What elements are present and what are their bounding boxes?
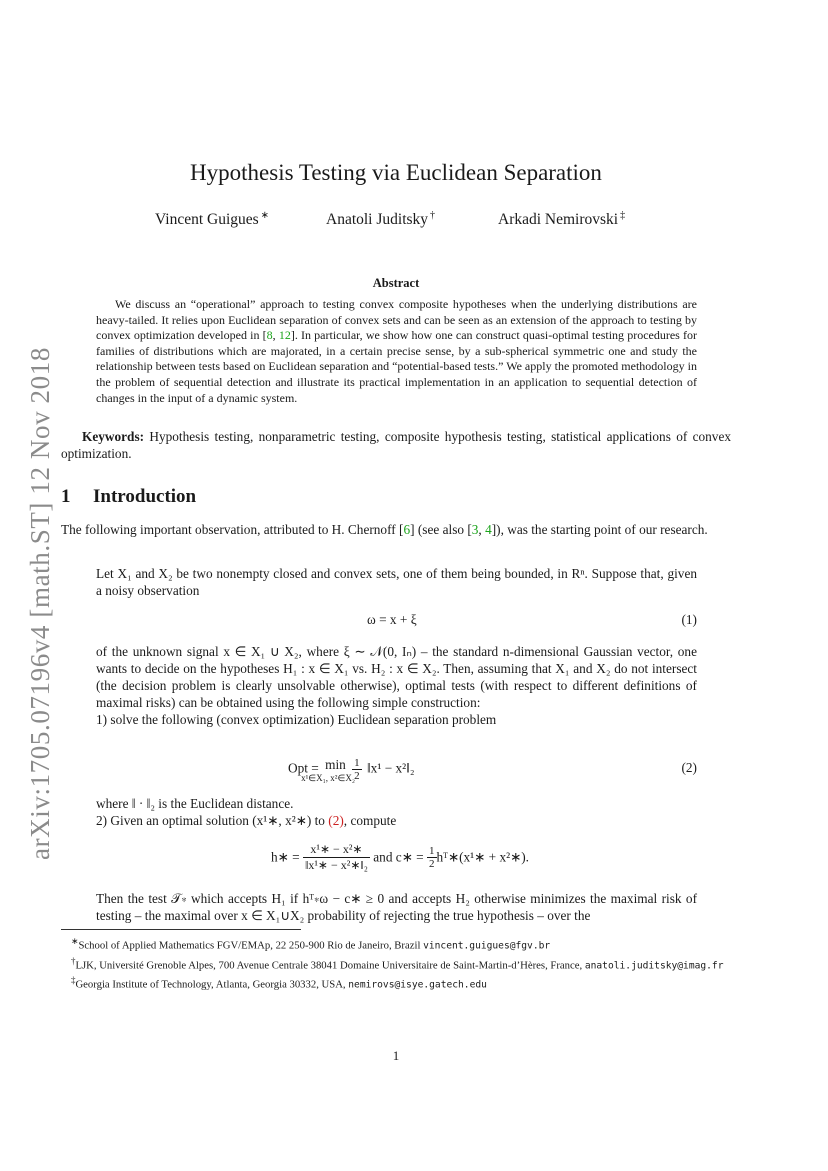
section-number: 1 xyxy=(61,486,71,507)
equation-lhs: Opt = xyxy=(288,760,319,776)
author-name: Anatoli Juditsky xyxy=(326,211,429,229)
abstract-part: ]. In particular, we show how one can construct quasi-optimal testing procedures for families of distributions which are majorated, in a certain precise sense, by a sub-spherical symmetric one and study the relationship between tests based on Euclidean separation and “potential-based tests.” We apply the promoted methodology in the problem of sequential detection and illustrate its practical implementation in an application to sequential detection of changes in the input of a dynamic system. xyxy=(96,328,698,405)
paragraph xyxy=(96,643,697,728)
email-address[interactable]: anatoli.juditsky@imag.fr xyxy=(584,960,724,972)
text-run: The following important observation, attributed to H. Chernoff [ xyxy=(61,522,404,537)
abstract-part: We discuss an “operational” approach to testing convex composite hypotheses when the underlying distributions are heavy-tailed. It relies upon Euclidean separation of convex sets and can be seen as an extension of the approach to testing by convex optimization developed in [ xyxy=(96,297,697,343)
step-1: 1) solve the following (convex optimization) Euclidean separation problem xyxy=(96,712,497,727)
text-run: where ‖ · ‖₂ is the Euclidean distance. xyxy=(96,796,294,811)
equation-2-number: (2) xyxy=(681,760,697,775)
author-list xyxy=(150,210,650,232)
footnotes xyxy=(61,934,733,993)
footnote xyxy=(61,973,733,993)
abstract-heading: Abstract xyxy=(372,276,420,290)
author-mark: ∗ xyxy=(260,210,270,221)
footnote-rule xyxy=(61,929,301,930)
citation-link[interactable]: 12 xyxy=(278,328,291,343)
equation-1-number: (1) xyxy=(681,612,697,627)
citation-link[interactable]: 8 xyxy=(266,328,273,343)
equation-rhs: ‖x¹ − x²‖₂ xyxy=(366,760,415,776)
direction-fraction xyxy=(303,842,370,873)
footnote-text: School of Applied Mathematics FGV/EMAp, 22 250-900 Rio de Janeiro, Brazil xyxy=(78,939,424,952)
equation-mid: and c∗ = xyxy=(373,849,424,865)
paragraph xyxy=(96,795,697,829)
min-subscript: x¹∈X₁, x²∈X₂ xyxy=(301,773,355,783)
email-address[interactable]: nemirovs@isye.gatech.edu xyxy=(348,979,487,991)
author-name: Arkadi Nemirovski xyxy=(498,211,619,229)
author-2 xyxy=(326,210,435,229)
step-2: 2) Given an optimal solution (x¹∗, x²∗) to xyxy=(96,813,329,828)
equation-1: ω = x + ξ xyxy=(367,612,417,627)
equation-lhs: h∗ = xyxy=(271,849,300,865)
text-run: , compute xyxy=(343,813,397,828)
author-name: Vincent Guigues xyxy=(155,211,259,229)
text-run: ] (see also [ xyxy=(410,522,472,537)
arxiv-watermark: arXiv:1705.07196v4 [math.ST] 12 Nov 2018 xyxy=(25,347,55,860)
keywords xyxy=(61,428,731,462)
footnote xyxy=(61,934,733,954)
citation-link[interactable]: 6 xyxy=(403,522,411,537)
equation-rhs: hᵀ∗(x¹∗ + x²∗). xyxy=(436,849,529,865)
abstract-text xyxy=(96,297,697,406)
fraction-denominator: ‖x¹∗ − x²∗‖₂ xyxy=(304,858,368,872)
author-mark: ‡ xyxy=(620,210,626,221)
footnote-mark: † xyxy=(71,955,76,966)
paragraph xyxy=(61,521,731,538)
equation-3 xyxy=(271,842,529,873)
fraction-numerator: x¹∗ − x²∗ xyxy=(303,842,370,858)
text-run: ]), was the starting point of our research. xyxy=(491,522,708,537)
footnote-text: Georgia Institute of Technology, Atlanta, Georgia 30332, USA, xyxy=(75,978,349,991)
text-run: of the unknown signal x ∈ X₁ ∪ X₂, where ξ ∼ 𝒩(0, Iₙ) – the standard n-dimensional Gaussian vector, one wants to decide on the hypotheses H₁ : x ∈ X₁ vs. H₂ : x ∈ X₂. Then, assuming that X₁ and X₂ do not intersect (the decision problem is clearly unsolvable otherwise), optimal tests (with respect to different definitions of maximal risks) can be obtained using the following simple construction: xyxy=(96,644,697,710)
paper-title: Hypothesis Testing via Euclidean Separation xyxy=(190,160,602,185)
paragraph: Let X₁ and X₂ be two nonempty closed and convex sets, one of them being bounded, in Rⁿ. Suppose that, given a noisy observation xyxy=(96,566,697,598)
author-1 xyxy=(155,210,269,229)
text-run: , xyxy=(478,522,486,537)
section-title: Introduction xyxy=(93,486,197,507)
keywords-label: Keywords: xyxy=(82,429,145,444)
citation-link[interactable]: 4 xyxy=(485,522,492,537)
footnote xyxy=(61,954,733,974)
keywords-text: Hypothesis testing, nonparametric testing, composite hypothesis testing, statistical applications of convex optimization. xyxy=(61,429,731,461)
footnote-text: LJK, Université Grenoble Alpes, 700 Avenue Centrale 38041 Domaine Universitaire de Saint-Martin-d’Hères, France, xyxy=(75,959,585,972)
equation-2 xyxy=(288,757,414,787)
half-fraction: $\frac{1}{2}$ xyxy=(429,845,435,870)
author-mark: † xyxy=(430,210,436,221)
equation-ref-link[interactable]: (2) xyxy=(328,813,344,828)
footnote-mark: ‡ xyxy=(71,975,76,986)
email-address[interactable]: vincent.guigues@fgv.br xyxy=(423,940,551,952)
footnote-mark: ∗ xyxy=(71,936,79,946)
abstract-part: , xyxy=(272,328,279,343)
page-number: 1 xyxy=(392,1048,400,1063)
section-heading xyxy=(61,486,196,508)
half-fraction: $\frac{1}{2}$ xyxy=(354,757,360,782)
paragraph: Then the test 𝒯∗ which accepts H₁ if hᵀ∗ω − c∗ ≥ 0 and accepts H₂ otherwise minimizes the maximal risk of testing – the maximal over x ∈ X₁∪X₂ probability of rejecting the true hypothesis – over the xyxy=(96,891,697,923)
min-label: min xyxy=(325,757,346,772)
citation-link[interactable]: 3 xyxy=(471,522,479,537)
author-3 xyxy=(498,210,625,229)
